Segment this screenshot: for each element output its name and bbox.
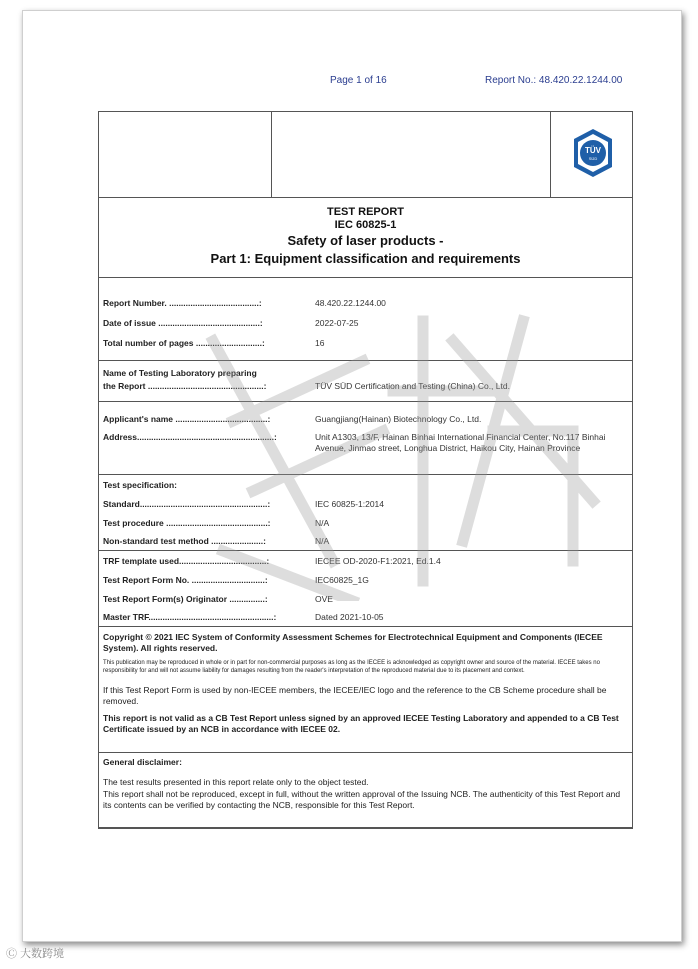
logo-row	[99, 112, 632, 198]
lab-label-text-2: the Report .................................................:	[103, 381, 267, 391]
test-procedure-value: N/A	[315, 518, 330, 528]
part-title: Part 1: Equipment classification and requirements	[210, 251, 521, 266]
test-spec-section	[99, 475, 632, 551]
trf-section	[99, 551, 632, 627]
report-number-label: Report Number. ......................................:	[103, 298, 262, 308]
page-number: Page 1 of 16	[330, 75, 387, 86]
date-of-issue-value: 2022-07-25	[315, 318, 359, 328]
logo-cell	[551, 112, 632, 197]
master-trf-value: Dated 2021-10-05	[315, 612, 384, 622]
report-title: TEST REPORT	[326, 206, 404, 218]
subject-title: Safety of laser products -	[287, 233, 444, 248]
tuv-logo-text: TÜV	[585, 146, 601, 155]
non-standard-value: N/A	[315, 536, 330, 546]
header-report-number: Report No.: 48.420.22.1244.00	[485, 75, 623, 86]
document-page	[22, 10, 682, 942]
report-frame	[98, 111, 633, 829]
non-iecee-notice: If this Test Report Form is used by non-IECEE members, the IECEE/IEC logo and the reference to the CB Scheme procedure shall be removed.	[103, 685, 607, 706]
disclaimer-line-2: This report shall not be reproduced, except in full, without the written approval of the Issuing NCB. The authenticity of this Test Report and its contents can be verified by contacting the NCB, responsible for this Test Report.	[103, 789, 621, 810]
test-procedure-label: Test procedure ...........................................:	[103, 518, 271, 528]
master-trf-label: Master TRF.....................................................:	[103, 612, 277, 622]
testing-lab-section	[99, 361, 632, 402]
validity-notice: This report is not valid as a CB Test Report unless signed by an approved IECEE Testing Laboratory and appended to a CB Test Certificate issued by an NCB in accordance with IECEE 02.	[103, 713, 619, 734]
trf-form-no-value: IEC60825_1G	[315, 575, 369, 585]
copyright-section	[99, 627, 632, 753]
tuv-logo-subtext: SÜD	[588, 156, 598, 161]
trf-originator-value: OVE	[315, 594, 333, 604]
trf-originator-label: Test Report Form(s) Originator ...............:	[103, 594, 268, 604]
disclaimer-heading: General disclaimer:	[103, 757, 182, 767]
non-standard-label: Non-standard test method ......................:	[103, 536, 266, 546]
applicant-name-value: Guangjiang(Hainan) Biotechnology Co., Ltd.	[315, 414, 482, 424]
lab-label-text-1: Name of Testing Laboratory preparing	[103, 368, 257, 378]
standard-value: IEC 60825-1:2014	[315, 499, 384, 509]
logo-cell-empty-left	[99, 112, 272, 197]
date-of-issue-label: Date of issue ...........................................:	[103, 318, 263, 328]
report-number-value: 48.420.22.1244.00	[315, 298, 386, 308]
address-label: Address..........................................................:	[103, 432, 277, 442]
source-watermark: Ⓒ 大数跨境	[6, 948, 65, 960]
standard-title: IEC 60825-1	[334, 219, 397, 231]
trf-template-value: IECEE OD-2020-F1:2021, Ed.1.4	[315, 556, 441, 566]
total-pages-value: 16	[315, 338, 325, 348]
lab-value: TÜV SÜD Certification and Testing (China) Co., Ltd.	[315, 381, 510, 391]
logo-cell-empty-middle	[272, 112, 551, 197]
trf-template-label: TRF template used.....................................:	[103, 556, 270, 566]
total-pages-label: Total number of pages ............................:	[103, 338, 265, 348]
applicant-name-label: Applicant's name .......................................:	[103, 414, 271, 424]
disclaimer-line-1: The test results presented in this report relate only to the object tested.	[103, 777, 369, 787]
page-header	[23, 75, 681, 91]
report-info-section	[99, 278, 632, 361]
copyright-small-print: This publication may be reproduced in whole or in part for non-commercial purposes as long as the IECEE is acknowledged as copyright owner and source of the material. IECEE takes no responsibility for and will not assume liability for damages resulting from the reader's interpretation of the reproduced material due to its placement and context.	[103, 660, 600, 674]
standard-label: Standard......................................................:	[103, 499, 271, 509]
trf-form-no-label: Test Report Form No. ...............................:	[103, 575, 268, 585]
test-spec-heading: Test specification:	[103, 480, 177, 490]
copyright-heading: Copyright © 2021 IEC System of Conformity Assessment Schemes for Electrotechnical Equipment and Components (IECEE System). All rights reserved.	[103, 632, 603, 653]
title-block	[99, 198, 632, 278]
disclaimer-section	[99, 753, 632, 828]
applicant-section	[99, 402, 632, 475]
address-value: Unit A1303, 13/F, Hainan Binhai International Financial Center, No.117 Binhai Avenue, Jinmao street, Longhua District, Haikou City, Hainan Province	[315, 432, 606, 453]
tuv-logo-icon	[569, 128, 617, 178]
